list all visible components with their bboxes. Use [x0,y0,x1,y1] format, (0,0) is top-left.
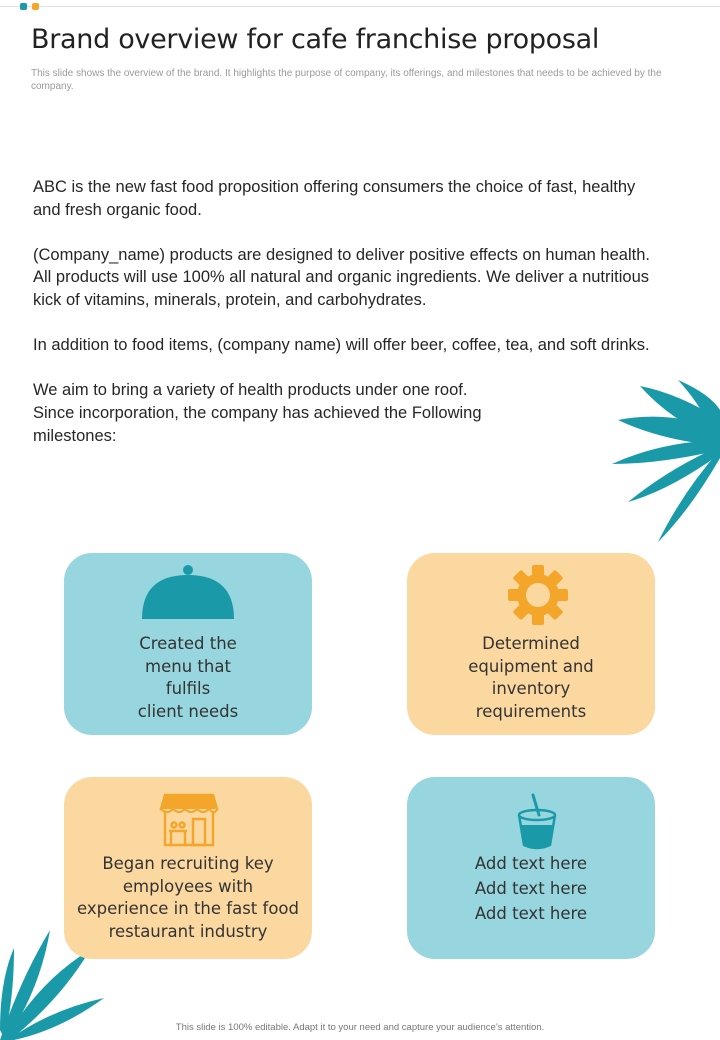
page-subtitle: This slide shows the overview of the brand. It highlights the purpose of company, its offerings, and milestones that needs to be achieved by the company. [31,68,662,92]
milestone-line: experience in the fast food [76,899,299,918]
milestone-line: Add text here [474,879,588,898]
milestone-line: client needs [137,701,239,721]
gear-icon [506,563,570,627]
drink-cup-icon [515,791,559,851]
palm-leaf-right-icon [600,380,720,550]
teal-dot-icon [20,3,27,10]
paragraph-intro: ABC is the new fast food proposition offering consumers the choice of fast, healthy and fresh organic food. [33,178,636,219]
top-divider [0,6,720,7]
milestone-line: Determined [482,634,580,653]
cloche-icon [138,563,238,623]
paragraph-products: (Company_name) products are designed to deliver positive effects on human health. All products will use 100% all natural and organic ingredients. We deliver a nutritious kick of vitamins, minerals, protein, and carbohydrates. [33,245,650,309]
brand-description [33,176,653,470]
milestone-card-menu [64,553,312,735]
milestone-line: employees with [122,876,254,896]
milestone-line: menu that [145,656,231,676]
milestone-line: inventory [491,679,571,698]
milestone-line: Created the [139,634,237,653]
paragraph-offerings: In addition to food items, (company name) will offer beer, coffee, tea, and soft drinks. [33,336,650,355]
milestone-line: Add text here [474,854,588,873]
milestone-card-placeholder [407,777,655,959]
milestone-line: Add text here [474,904,588,923]
milestone-line: equipment and [468,656,594,676]
milestone-line: restaurant industry [108,921,268,941]
milestone-card-equipment [407,553,655,735]
storefront-icon [159,791,219,849]
milestone-line: fulfils [165,679,211,698]
orange-dot-icon [32,3,39,10]
page-title: Brand overview for cafe franchise proposal [31,24,600,55]
milestone-line: requirements [475,701,587,721]
footer-note: This slide is 100% editable. Adapt it to your need and capture your audience’s attention. [175,1022,545,1033]
milestone-line: Began recruiting key [102,854,274,873]
milestone-card-recruiting [64,777,312,959]
paragraph-milestones-intro: We aim to bring a variety of health products under one roof. Since incorporation, the company has achieved the Following milestones: [33,381,482,445]
